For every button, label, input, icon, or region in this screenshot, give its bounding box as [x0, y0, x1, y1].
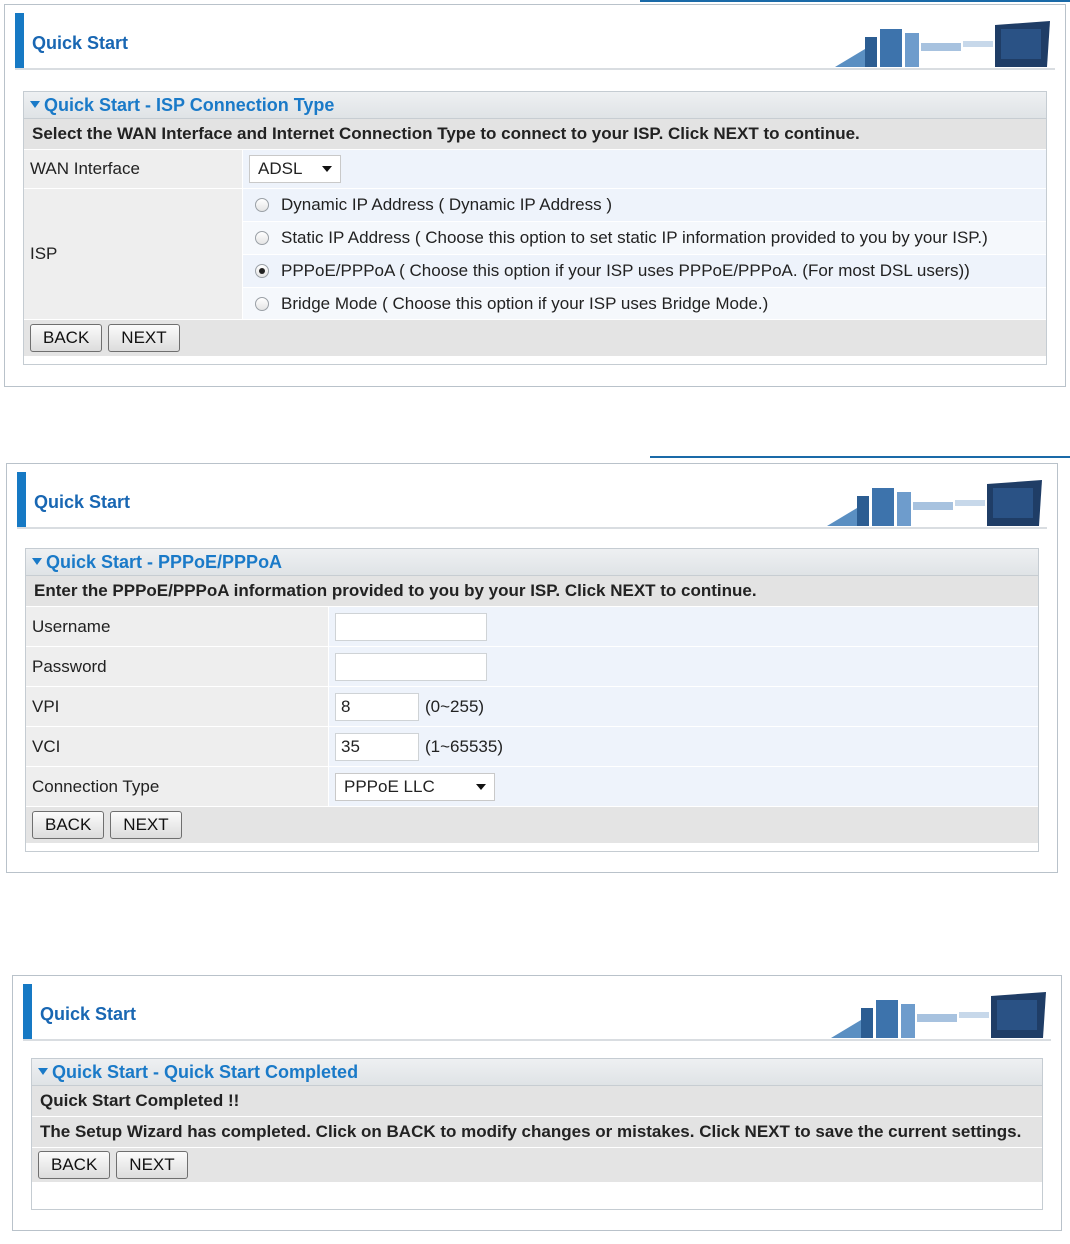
- vpi-cell: [329, 687, 1038, 726]
- header-accent: [17, 472, 26, 527]
- vci-cell: [329, 727, 1038, 766]
- isp-option-label: Dynamic IP Address ( Dynamic IP Address ): [281, 195, 612, 214]
- connection-type-value: PPPoE LLC: [344, 776, 435, 796]
- password-input[interactable]: [335, 653, 487, 681]
- panel-isp-connection: [4, 4, 1066, 387]
- isp-label: ISP: [24, 189, 242, 319]
- panel-pppoe: [6, 463, 1058, 873]
- panel-header: [17, 472, 1047, 529]
- row-connection-type: [26, 767, 1038, 807]
- isp-option-bridge[interactable]: [243, 288, 1046, 319]
- wan-interface-cell: [243, 150, 1046, 188]
- brand-graphic-icon: [827, 478, 1047, 528]
- row-username: [26, 607, 1038, 647]
- back-button[interactable]: BACK: [32, 811, 104, 839]
- back-button[interactable]: BACK: [30, 324, 102, 352]
- header-accent: [23, 984, 32, 1039]
- isp-options: [243, 189, 1046, 319]
- isp-option-static[interactable]: [243, 222, 1046, 254]
- section-completed: [31, 1058, 1043, 1210]
- row-wan-interface: [24, 150, 1046, 189]
- header-accent: [15, 13, 24, 68]
- next-button[interactable]: NEXT: [108, 324, 179, 352]
- wan-interface-value: ADSL: [258, 159, 303, 178]
- wan-interface-label: WAN Interface: [24, 150, 242, 188]
- vpi-input[interactable]: 8: [335, 693, 419, 721]
- isp-option-label: Bridge Mode ( Choose this option if your ISP uses Bridge Mode.): [281, 293, 769, 313]
- dropdown-arrow-icon: [476, 784, 486, 790]
- connection-type-cell: [329, 767, 1038, 806]
- collapse-triangle-icon[interactable]: [32, 558, 42, 565]
- radio-selected-icon[interactable]: [255, 264, 269, 278]
- vci-label: VCI: [26, 727, 328, 766]
- isp-option-label: PPPoE/PPPoA ( Choose this option if your ISP uses PPPoE/PPPoA. (For most DSL users)): [281, 261, 970, 280]
- panel-header: [15, 13, 1055, 70]
- password-cell: [329, 647, 1038, 686]
- radio-icon[interactable]: [255, 297, 269, 311]
- button-bar: [24, 320, 1046, 357]
- header-title: Quick Start: [32, 33, 129, 53]
- radio-icon[interactable]: [255, 198, 269, 212]
- button-bar: [26, 807, 1038, 844]
- isp-option-pppoe[interactable]: [243, 255, 1046, 287]
- isp-option-label: Static IP Address ( Choose this option to set static IP information provided to you by your ISP.): [281, 228, 988, 247]
- section-title-text: Quick Start - PPPoE/PPPoA: [46, 552, 283, 572]
- username-label: Username: [26, 607, 328, 646]
- row-vpi: [26, 687, 1038, 727]
- radio-icon[interactable]: [255, 231, 269, 245]
- brand-graphic-icon: [835, 19, 1055, 69]
- next-button[interactable]: NEXT: [116, 1151, 187, 1179]
- connection-type-select[interactable]: [335, 773, 495, 801]
- section-isp: [23, 91, 1047, 365]
- section-title-text: Quick Start - ISP Connection Type: [44, 95, 335, 115]
- vpi-label: VPI: [26, 687, 328, 726]
- header-title: Quick Start: [34, 492, 131, 512]
- instruction-text: Select the WAN Interface and Internet Connection Type to connect to your ISP. Click NEXT to continue.: [24, 119, 1046, 150]
- collapse-triangle-icon[interactable]: [30, 101, 40, 108]
- collapse-triangle-icon[interactable]: [38, 1068, 48, 1075]
- dropdown-arrow-icon: [322, 166, 332, 172]
- top-line: [640, 0, 1070, 2]
- row-vci: [26, 727, 1038, 767]
- section-pppoe: [25, 548, 1039, 852]
- username-cell: [329, 607, 1038, 646]
- completed-heading: Quick Start Completed !!: [32, 1086, 1042, 1117]
- section-title-text: Quick Start - Quick Start Completed: [52, 1062, 359, 1082]
- isp-option-dynamic[interactable]: [243, 189, 1046, 221]
- password-label: Password: [26, 647, 328, 686]
- button-bar: [32, 1148, 1042, 1183]
- back-button[interactable]: BACK: [38, 1151, 110, 1179]
- section-title: [32, 1059, 1042, 1086]
- section-title: [24, 92, 1046, 119]
- top-line: [650, 456, 1070, 458]
- instruction-text: Enter the PPPoE/PPPoA information provided to you by your ISP. Click NEXT to continue.: [26, 576, 1038, 607]
- section-title: [26, 549, 1038, 576]
- wan-interface-select[interactable]: [249, 155, 341, 183]
- brand-graphic-icon: [831, 990, 1051, 1040]
- vci-input[interactable]: 35: [335, 733, 419, 761]
- connection-type-label: Connection Type: [26, 767, 328, 806]
- row-password: [26, 647, 1038, 687]
- next-button[interactable]: NEXT: [110, 811, 181, 839]
- vci-hint: (1~65535): [425, 736, 503, 756]
- completed-message: The Setup Wizard has completed. Click on BACK to modify changes or mistakes. Click NEXT to save the current settings.: [32, 1117, 1042, 1148]
- panel-completed: [12, 975, 1062, 1231]
- header-title: Quick Start: [40, 1004, 137, 1024]
- row-isp: [24, 189, 1046, 320]
- username-input[interactable]: [335, 613, 487, 641]
- panel-header: [23, 984, 1051, 1041]
- vpi-hint: (0~255): [425, 696, 485, 716]
